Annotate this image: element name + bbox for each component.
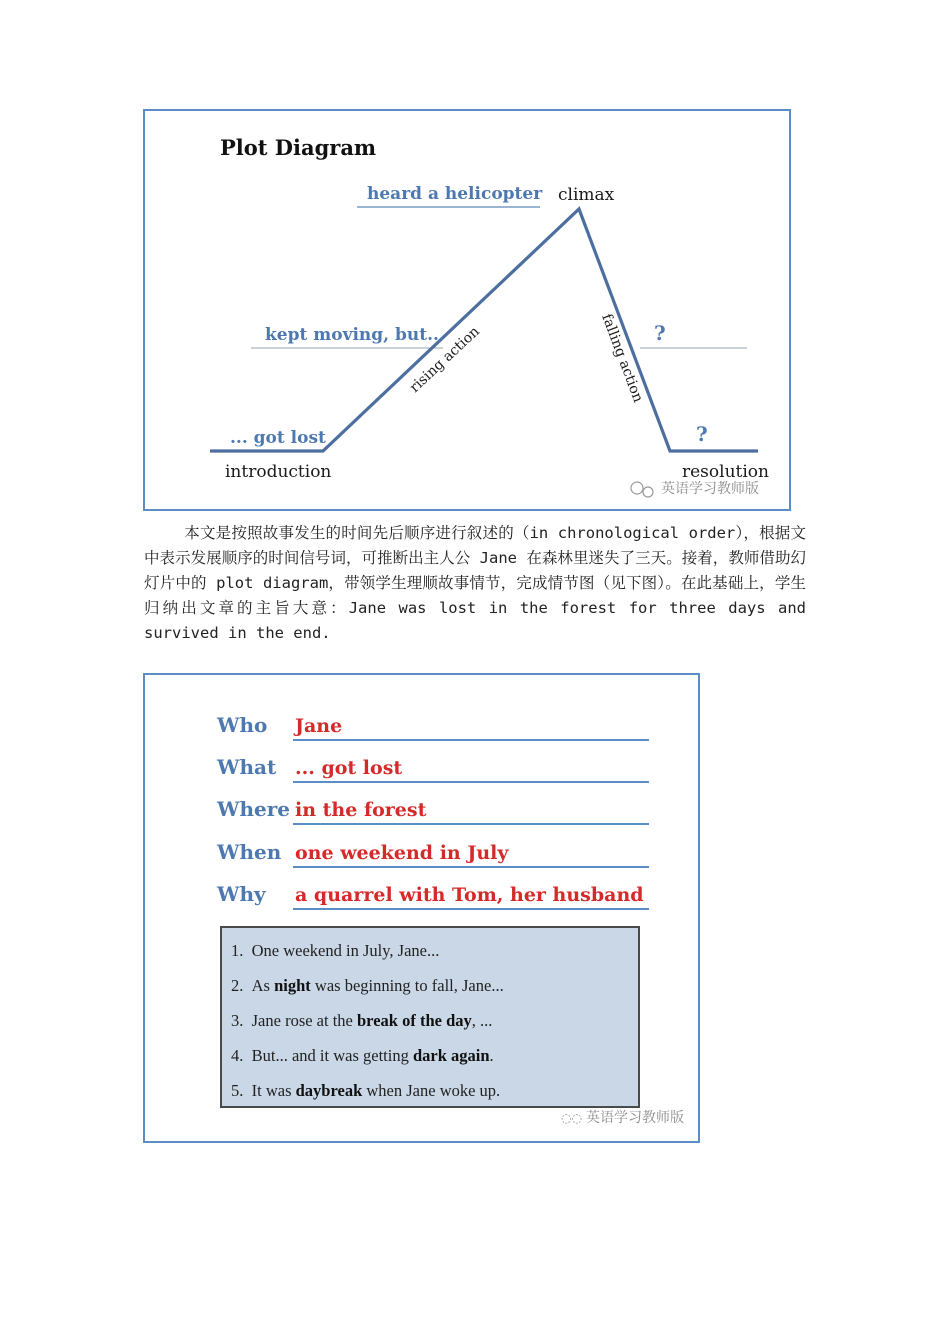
watermark-text: 英语学习教师版 xyxy=(586,1110,684,1126)
where-row xyxy=(217,783,649,823)
row-key: Where xyxy=(217,797,290,821)
clue-item xyxy=(231,938,638,973)
clue-number: 3. xyxy=(231,1011,244,1030)
wechat-icon xyxy=(631,482,653,497)
plot-diagram-canvas xyxy=(145,111,789,509)
row-key: When xyxy=(217,840,282,864)
clue-number: 2. xyxy=(231,976,244,995)
clue-text: But... and it was getting xyxy=(251,1046,413,1065)
clue-number: 5. xyxy=(231,1081,244,1100)
row-value: Jane xyxy=(295,715,343,737)
resolution-question-mark: ? xyxy=(696,422,708,446)
story-map-figure xyxy=(143,673,700,1143)
resolution-label: resolution xyxy=(682,462,769,482)
who-row xyxy=(217,699,649,739)
falling-action-label: falling action xyxy=(598,311,647,405)
rising-action-label: rising action xyxy=(406,323,483,396)
clue-number: 1. xyxy=(231,941,244,960)
clue-bold: break of the day xyxy=(357,1011,472,1030)
clue-text-end: , ... xyxy=(471,1011,493,1030)
intro-event-label: ... got lost xyxy=(230,428,326,448)
clue-item xyxy=(231,973,638,1008)
rising-event-label: kept moving, but... xyxy=(265,325,445,345)
row-key: Who xyxy=(217,713,268,737)
introduction-label: introduction xyxy=(225,462,332,482)
row-value: one weekend in July xyxy=(295,842,509,864)
falling-question-mark: ? xyxy=(654,321,666,345)
watermark-text: 英语学习教师版 xyxy=(661,481,759,497)
clue-text-end: . xyxy=(489,1046,494,1065)
clue-text-end: when Jane woke up. xyxy=(362,1081,501,1100)
what-row xyxy=(217,741,649,781)
clue-text: As xyxy=(251,976,275,995)
climax-label: climax xyxy=(558,185,615,205)
row-underline xyxy=(293,823,649,825)
body-paragraph: 本文是按照故事发生的时间先后顺序进行叙述的（in chronological order），根据文中表示发展顺序的时间信号词，可推断出主人公 Jane 在森林里迷失了三天。接着，教师借助幻灯片中的 plot diagram，带领学生理顺故事情节，完成情节图（见下图）。在此基础上，学生归纳出文章的主旨大意：Jane was lost in the forest for three days and survived in the end. xyxy=(144,524,806,642)
row-key: What xyxy=(217,755,277,779)
row-value: in the forest xyxy=(295,799,427,821)
plot-diagram-figure xyxy=(143,109,791,511)
clue-text: Jane rose at the xyxy=(251,1011,357,1030)
clue-bold: dark again xyxy=(412,1046,490,1065)
row-value: ... got lost xyxy=(295,757,403,779)
clue-text: It was xyxy=(251,1081,296,1100)
why-row xyxy=(217,868,649,908)
climax-event-label: heard a helicopter xyxy=(367,184,543,204)
clue-bold: daybreak xyxy=(295,1081,363,1100)
when-row xyxy=(217,826,649,866)
diagram-title: Plot Diagram xyxy=(220,135,377,160)
row-key: Why xyxy=(217,882,266,906)
clue-item xyxy=(231,1043,638,1078)
wechat-icon: ◌◌ xyxy=(561,1111,582,1125)
clue-bold: night xyxy=(274,976,311,995)
clue-text: One weekend in July, Jane... xyxy=(251,941,440,960)
clue-number: 4. xyxy=(231,1046,244,1065)
row-value: a quarrel with Tom, her husband xyxy=(295,884,644,906)
time-clues-box xyxy=(220,926,640,1108)
clue-item xyxy=(231,1008,638,1043)
clue-text-end: was beginning to fall, Jane... xyxy=(310,976,504,995)
row-underline xyxy=(293,908,649,910)
watermark xyxy=(561,1107,684,1127)
